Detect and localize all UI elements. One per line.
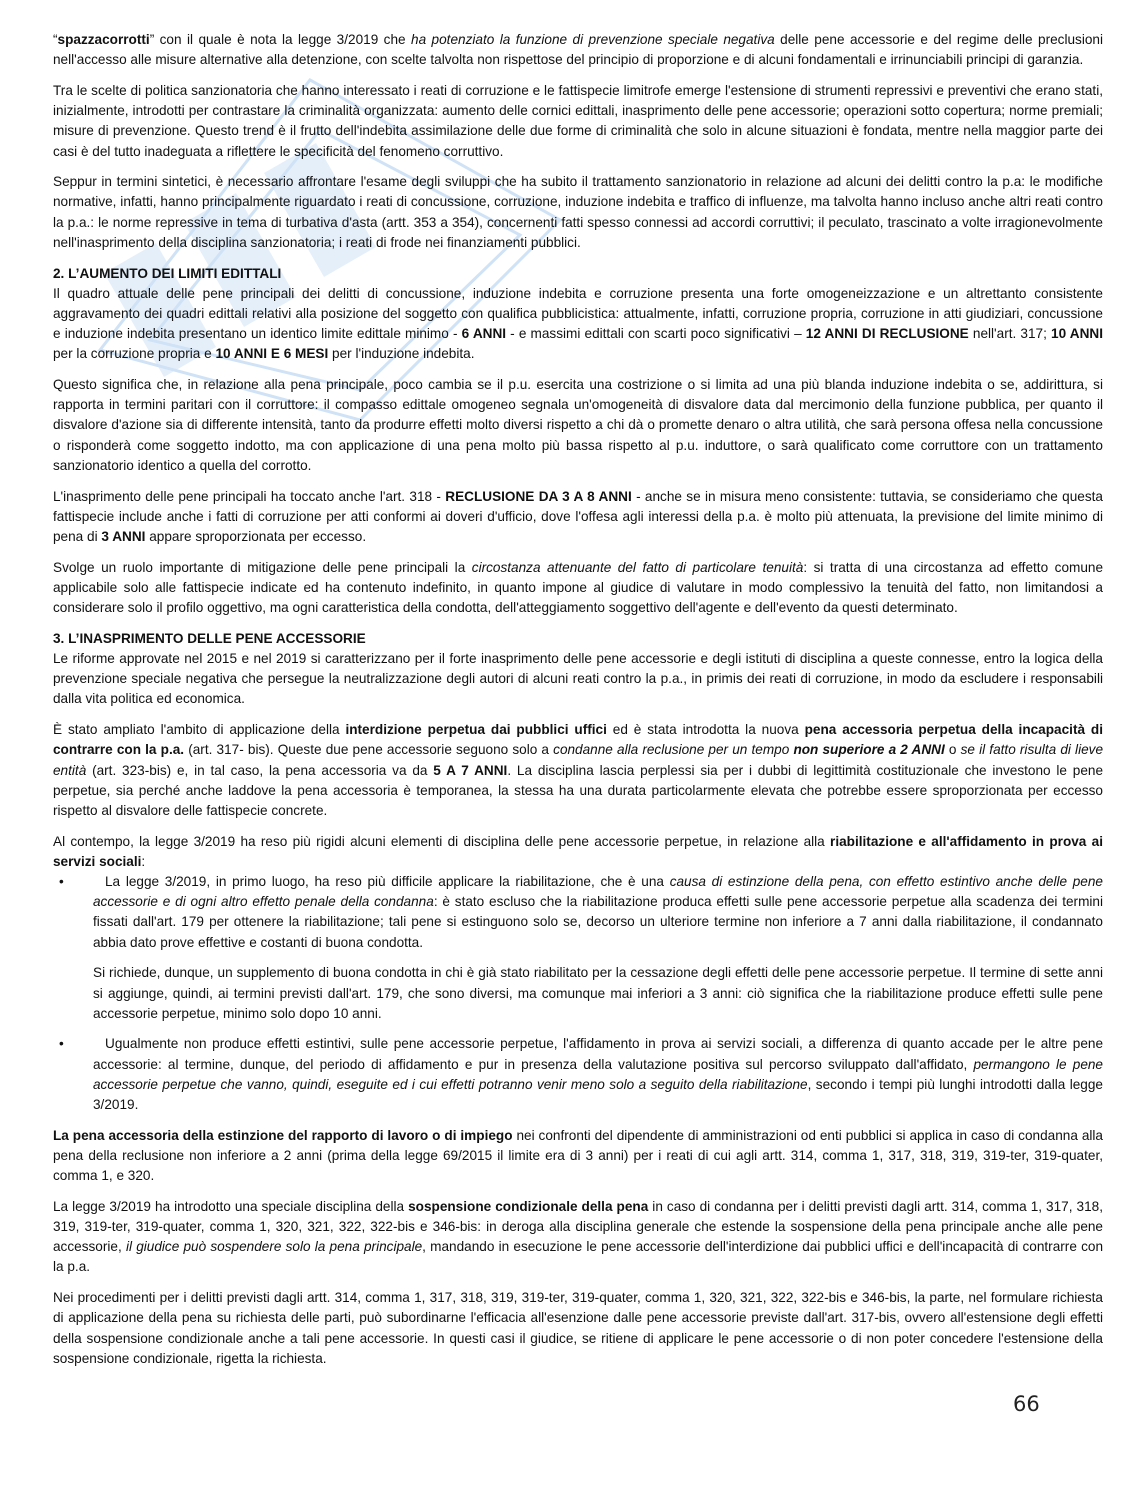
text-run: interdizione perpetua dai pubblici uffici	[345, 722, 607, 738]
text-run: :	[141, 853, 146, 869]
text-run: - e massimi edittali con scarti poco significativi –	[506, 326, 806, 342]
text-run: per la corruzione propria e	[53, 346, 216, 362]
paragraph	[53, 832, 1103, 872]
text-run: ” con il quale è nota la legge 3/2019 che	[149, 32, 412, 47]
text-run: delle pene accessorie e del regime delle preclusioni nell'accesso alle misure alternative alla detenzione, con scelte talvolta non rispettose del principio di proporzione e di alcuni fondamentali e irrinunciabili principi di garanzia.	[53, 32, 1103, 68]
list-item	[53, 872, 1103, 1024]
text-run: : si tratta di una circostanza ad effetto comune applicabile solo alle fattispecie indicate ed ha contenuto indefinito, in quanto impone al giudice di valutare in modo complessivo la tenuità del fatto, non limitandosi a considerare solo il profilo oggettivo, ma ogni caratteristica della condotta, dell'atteggiamento soggettivo dell'agente e dell'evento da questi determinato.	[53, 559, 1104, 616]
text-run: in caso di condanna per i delitti previsti dagli artt. 314, comma 1, 317, 318, 319, 319-ter, 319-quater, comma 1, 320, 321, 322, 322-bis e 346-bis: in deroga alla disciplina generale che estende la sospensione della pena principale anche alle pene accessorie,	[53, 1198, 1103, 1255]
list-item-text	[93, 1034, 1103, 1115]
paragraph	[53, 558, 1103, 619]
text-run: , secondo i tempi più lunghi introdotti dalla legge 3/2019.	[93, 1076, 1103, 1113]
paragraph	[53, 172, 1103, 253]
text-run: Al contempo, la legge 3/2019 ha reso più rigidi alcuni elementi di disciplina delle pene accessorie perpetue, in relazione alla	[53, 833, 831, 849]
list-item-text	[93, 872, 1103, 953]
paragraph	[53, 375, 1103, 476]
text-run: permangono le pene accessorie perpetue che vanno, quindi, eseguite ed i cui effetti potranno venir meno solo a seguito della riabilitazione	[93, 1056, 1103, 1092]
section-heading: 2. L’AUMENTO DEI LIMITI EDITTALI	[53, 265, 282, 281]
text-run: ha potenziato la funzione di prevenzione speciale negativa	[411, 32, 775, 47]
text-run: sospensione condizionale della pena	[408, 1198, 649, 1214]
text-run: condanne alla reclusione per un tempo	[553, 742, 794, 758]
paragraph	[53, 649, 1103, 710]
text-run: non superiore a 2 ANNI	[793, 742, 945, 758]
text-run: causa di estinzione della pena, con effetto estintivo anche delle pene accessorie e di ogni altro effetto penale della condanna	[93, 874, 1103, 910]
text-run: Tra le scelte di politica sanzionatoria che hanno interessato i reati di corruzione e le fattispecie limitrofe emerge l'estensione di strumenti repressivi e preventivi che erano stati, inizialmente, introdotti per contrastare la criminalità organizzata: aumento delle cornici edittali, inasprimento delle pene accessorie; operazioni sotto copertura; norme premiali; misure di prevenzione. Questo trend è il frutto dell'indebita assimilazione delle due forme di criminalità che solo in alcune situazioni è fondata, mentre nella maggior parte dei casi è del tutto inadeguata a riflettere le specificità del fenomeno corruttivo.	[53, 82, 1103, 159]
text-run: Seppur in termini sintetici, è necessario affrontare l'esame degli sviluppi che ha subito il trattamento sanzionatorio in relazione ad alcuni dei delitti contro la p.a: le modifiche normative, infatti, hanno principalmente riguardato i reati di concussione, corruzione, induzione indebita e traffico di influenze, ma talvolta hanno incluso anche altri reati contro la p.a.: le norme repressive in tema di turbativa d'asta (artt. 353 a 354), concernenti fatti spesso connessi ad accordi corruttivi; il peculato, trascinato a volte irragionevolmente nell'inasprimento della disciplina sanzionatoria; i reati di frode nei finanziamenti pubblici.	[53, 174, 1103, 250]
text-run: (art. 323-bis) e, in tal caso, la pena accessoria va da	[86, 762, 434, 778]
paragraph	[53, 1288, 1103, 1369]
text-run: - anche se in misura meno consistente: tuttavia, se consideriamo che questa fattispecie include anche i fatti di corruzione per atti conformi ai doveri d'ufficio, dove l'offesa agli interessi della p.a. è molto più attenuata, la previsione del limite minimo di pena di	[53, 488, 1103, 544]
text-run: appare sproporzionata per eccesso.	[145, 528, 367, 544]
text-run: circostanza attenuante del fatto di particolare tenuità	[471, 559, 804, 575]
text-run: ed è stata introdotta la nuova	[606, 722, 805, 738]
document-body	[53, 30, 1103, 1379]
bullet-icon: •	[59, 874, 64, 890]
text-run: Ugualmente non produce effetti estintivi, sulle pene accessorie perpetue, l'affidamento in prova ai servizi sociali, a differenza di quanto accade per le altre pene accessorie: al termine, dunque, del periodo di affidamento e pur in presenza della valutazione positiva sul percorso sviluppato dall'affidato,	[93, 1036, 1103, 1072]
text-run: Svolge un ruolo importante di mitigazione delle pene principali la	[53, 559, 472, 575]
paragraph	[53, 1197, 1103, 1278]
text-run: La legge 3/2019, in primo luogo, ha reso più difficile applicare la riabilitazione, che è una	[105, 874, 670, 890]
text-run: La pena accessoria della estinzione del rapporto di lavoro o di impiego	[53, 1127, 513, 1143]
text-run: . La disciplina lascia perplessi sia per i dubbi di legittimità costituzionale che investono le pene perpetue, sia perché anche laddove la pena accessoria è temporanea, la stessa ha una durata particolarmente elevata che potrebbe essere sproporzionata per eccesso rispetto al disvalore delle fattispecie concrete.	[53, 762, 1104, 818]
text-run: spazzacorrotti	[57, 32, 150, 47]
text-run: 10 ANNI	[1051, 326, 1103, 342]
text-run: 10 ANNI E 6 MESI	[215, 346, 329, 362]
page-number: 66	[1013, 1392, 1040, 1416]
text-run: RECLUSIONE DA 3 A 8 ANNI	[445, 488, 632, 504]
text-run: riabilitazione e all'affidamento in prova ai servizi sociali	[53, 833, 1104, 869]
text-run: “	[53, 32, 58, 47]
text-run: Nei procedimenti per i delitti previsti dagli artt. 314, comma 1, 317, 318, 319, 319-ter, 319-quater, comma 1, 320, 321, 322, 322-bis e 346-bis, la parte, nel formulare richiesta di applicazione della pena su richiesta delle parti, può subordinarne l'efficacia all'esenzione dalle pene accessorie previste dall'art. 317-bis, ovvero all'estensione degli effetti della sospensione condizionale anche a tali pene accessorie. In questi casi il giudice, se ritiene di applicare le pene accessorie o di non poter concedere l'estensione della sospensione condizionale, rigetta la richiesta.	[53, 1290, 1103, 1366]
text-run: Si richiede, dunque, un supplemento di buona condotta in chi è già stato riabilitato per la cessazione degli effetti delle pene accessorie perpetue. Il termine di sette anni si aggiunge, quindi, ai termini previsti dall'art. 179, che sono diversi, ma comunque mai inferiori a 3 anni: ciò significa che la riabilitazione produce effetti sulle pene accessorie perpetue, minimo solo dopo 10 anni.	[93, 965, 1103, 1021]
text-run: nell'art. 317;	[968, 326, 1052, 342]
text-run: Le riforme approvate nel 2015 e nel 2019 si caratterizzano per il forte inasprimento delle pene accessorie e degli istituti di disciplina a queste connesse, entro la logica della prevenzione speciale negativa che persegue la neutralizzazione degli autori di alcuni reati contro la p.a., in primis dei reati di corruzione, in modo da escludere i responsabili dalla vita politica ed economica.	[53, 650, 1103, 707]
text-run: il giudice può sospendere solo la pena principale	[125, 1239, 423, 1255]
paragraph	[53, 1126, 1103, 1187]
list-item	[53, 1034, 1103, 1115]
text-run: se il fatto risulta di lieve entità	[53, 742, 1104, 778]
text-run: : è stato escluso che la riabilitazione produca effetti sulle pene accessorie perpetue alla scadenza dei termini fissati dall'art. 179 per ottenere la riabilitazione; tali pene si estinguono solo se, decorso un ulteriore termine non inferiore a 7 anni dalla riabilitazione, il condannato abbia dato prove effettive e costanti di buona condotta.	[93, 894, 1103, 950]
text-run: o	[944, 742, 961, 758]
paragraph	[53, 30, 1103, 70]
section-heading: 3. L’INASPRIMENTO DELLE PENE ACCESSORIE	[53, 630, 366, 646]
paragraph	[53, 720, 1103, 821]
text-run: pena accessoria perpetua della incapacità di contrarre con la p.a.	[53, 722, 1103, 758]
text-run: Questo significa che, in relazione alla pena principale, poco cambia se il p.u. esercita una costrizione o si limita ad una più blanda induzione indebita o se, addirittura, si rapporta in termini paritari con il corruttore: il compasso edittale omogeneo segnala un'omogeneità di disvalore data dal mercimonio della funzione pubblica, per quanto il disvalore d'azione sia di differente intensità, tanto da produrre effetti molto diversi rispetto a chi dà o promette denaro o altra utilità, che sarà persona offesa nella concussione o risponderà come soggetto indotto, ma con applicazione di una pena molto più bassa rispetto al p.u. induttore, o sarà qualificato come corruttore con un trattamento sanzionatorio identico a quella del corrotto.	[53, 377, 1103, 473]
list-item-text	[93, 963, 1103, 1024]
paragraph	[53, 284, 1103, 365]
text-run: 5 A 7 ANNI	[433, 762, 508, 778]
text-run: 6 ANNI	[461, 326, 507, 342]
text-run: Il quadro attuale delle pene principali dei delitti di concussione, induzione indebita e corruzione presenta una forte omogeneizzazione e un altrettanto consistente aggravamento dei quadri edittali relativi alla posizione del soggetto con qualifica pubblicistica: attualmente, infatti, corruzione propria, corruzione in atti giudiziari, concussione e induzione indebita presentano un identico limite edittale minimo -	[53, 285, 1103, 342]
text-run: nei confronti del dipendente di amministrazioni od enti pubblici si applica in caso di condanna alla pena della reclusione non inferiore a 2 anni (prima della legge 69/2015 il limite era di 3 anni) per i reati di cui agli artt. 314, comma 1, 317, 318, 319, 319-ter, 319-quater, comma 1, e 320.	[53, 1127, 1103, 1184]
text-run: , mandando in esecuzione le pene accessorie dell'interdizione dai pubblici uffici e dell'incapacità di contrarre con la p.a.	[53, 1239, 1104, 1275]
text-run: per l'induzione indebita.	[328, 346, 475, 362]
text-run: L'inasprimento delle pene principali ha toccato anche l'art. 318 -	[53, 488, 446, 504]
paragraph	[53, 81, 1103, 162]
bullet-icon: •	[59, 1036, 64, 1052]
bullet-list	[53, 872, 1103, 1115]
paragraph	[53, 487, 1103, 548]
text-run: 3 ANNI	[101, 528, 146, 544]
text-run: 12 ANNI DI RECLUSIONE	[805, 326, 969, 342]
text-run: È stato ampliato l'ambito di applicazione della	[53, 722, 346, 738]
text-run: (art. 317- bis). Queste due pene accessorie seguono solo a	[184, 742, 554, 758]
text-run: La legge 3/2019 ha introdotto una speciale disciplina della	[53, 1198, 409, 1214]
